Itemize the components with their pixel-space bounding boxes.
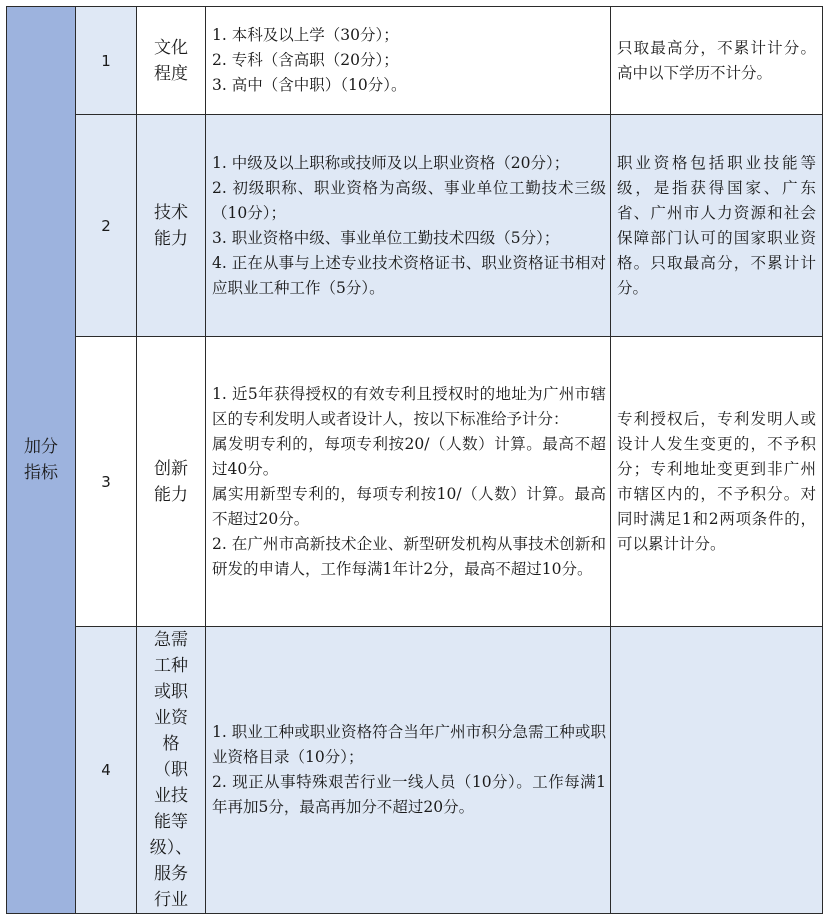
item-content [206,115,611,337]
row-number: 3 [76,337,137,627]
row-number: 2 [76,115,137,337]
content-line: 1. 本科及以上学（30分）； [212,26,399,44]
item-name: 急需工种或职业资格（职业技能等级）、服务行业 [137,627,206,914]
content-line: 1. 职业工种或职业资格符合当年广州市积分急需工种或职业资格目录（10分）； [212,723,606,766]
content-line: 3. 职业资格中级、事业单位工勤技术四级（5分）； [212,228,560,247]
content-line: 3. 高中（含中职）（10分）。 [212,76,407,94]
content-line: 属发明专利的，每项专利按20/（人数）计算。最高不超过40分。 [212,434,606,478]
item-note: 专利授权后，专利发明人或设计人发生变更的，不予积分；专利地址变更到非广州市辖区内的，不予积分。对同时满足1和2两项条件的，可以累计计分。 [611,337,823,627]
content-line: 1. 近5年获得授权的有效专利且授权时的地址为广州市辖区的专利发明人或者设计人，按以下标准给予计分： [212,384,606,428]
content-line: 1. 中级及以上职称或技师及以上职业资格（20分）； [212,153,570,172]
item-content [206,337,611,627]
item-note: 只取最高分，不累计计分。高中以下学历不计分。 [611,7,823,115]
item-name: 技术能力 [137,115,206,337]
table-row [7,627,823,914]
content-line: 属实用新型专利的，每项专利按10/（人数）计算。最高不超过20分。 [212,484,606,528]
content-line: 2. 专科（含高职（20分）； [212,51,399,69]
row-number: 4 [76,627,137,914]
content-line: 4. 正在从事与上述专业技术资格证书、职业资格证书相对应职业工种工作（5分）。 [212,253,606,297]
content-line: 2. 在广州市高新技术企业、新型研发机构从事技术创新和研发的申请人，工作每满1年计2分，最高不超过10分。 [212,534,606,578]
item-name: 文化程度 [137,7,206,115]
item-content [206,627,611,914]
content-line: 2. 现正从事特殊艰苦行业一线人员（10分）。工作每满1年再加5分，最高再加分不超过20分。 [212,773,606,816]
item-name: 创新能力 [137,337,206,627]
table-row [7,115,823,337]
category-label: 加分指标 [24,437,58,483]
table-row [7,7,823,115]
item-content [206,7,611,115]
scoring-table [6,6,823,914]
category-cell [7,7,76,914]
item-note: 职业资格包括职业技能等级，是指获得国家、广东省、广州市人力资源和社会保障部门认可的国家职业资格。只取最高分，不累计计分。 [611,115,823,337]
content-line: 2. 初级职称、职业资格为高级、事业单位工勤技术三级（10分）； [212,178,606,222]
item-note [611,627,823,914]
table-row [7,337,823,627]
row-number: 1 [76,7,137,115]
